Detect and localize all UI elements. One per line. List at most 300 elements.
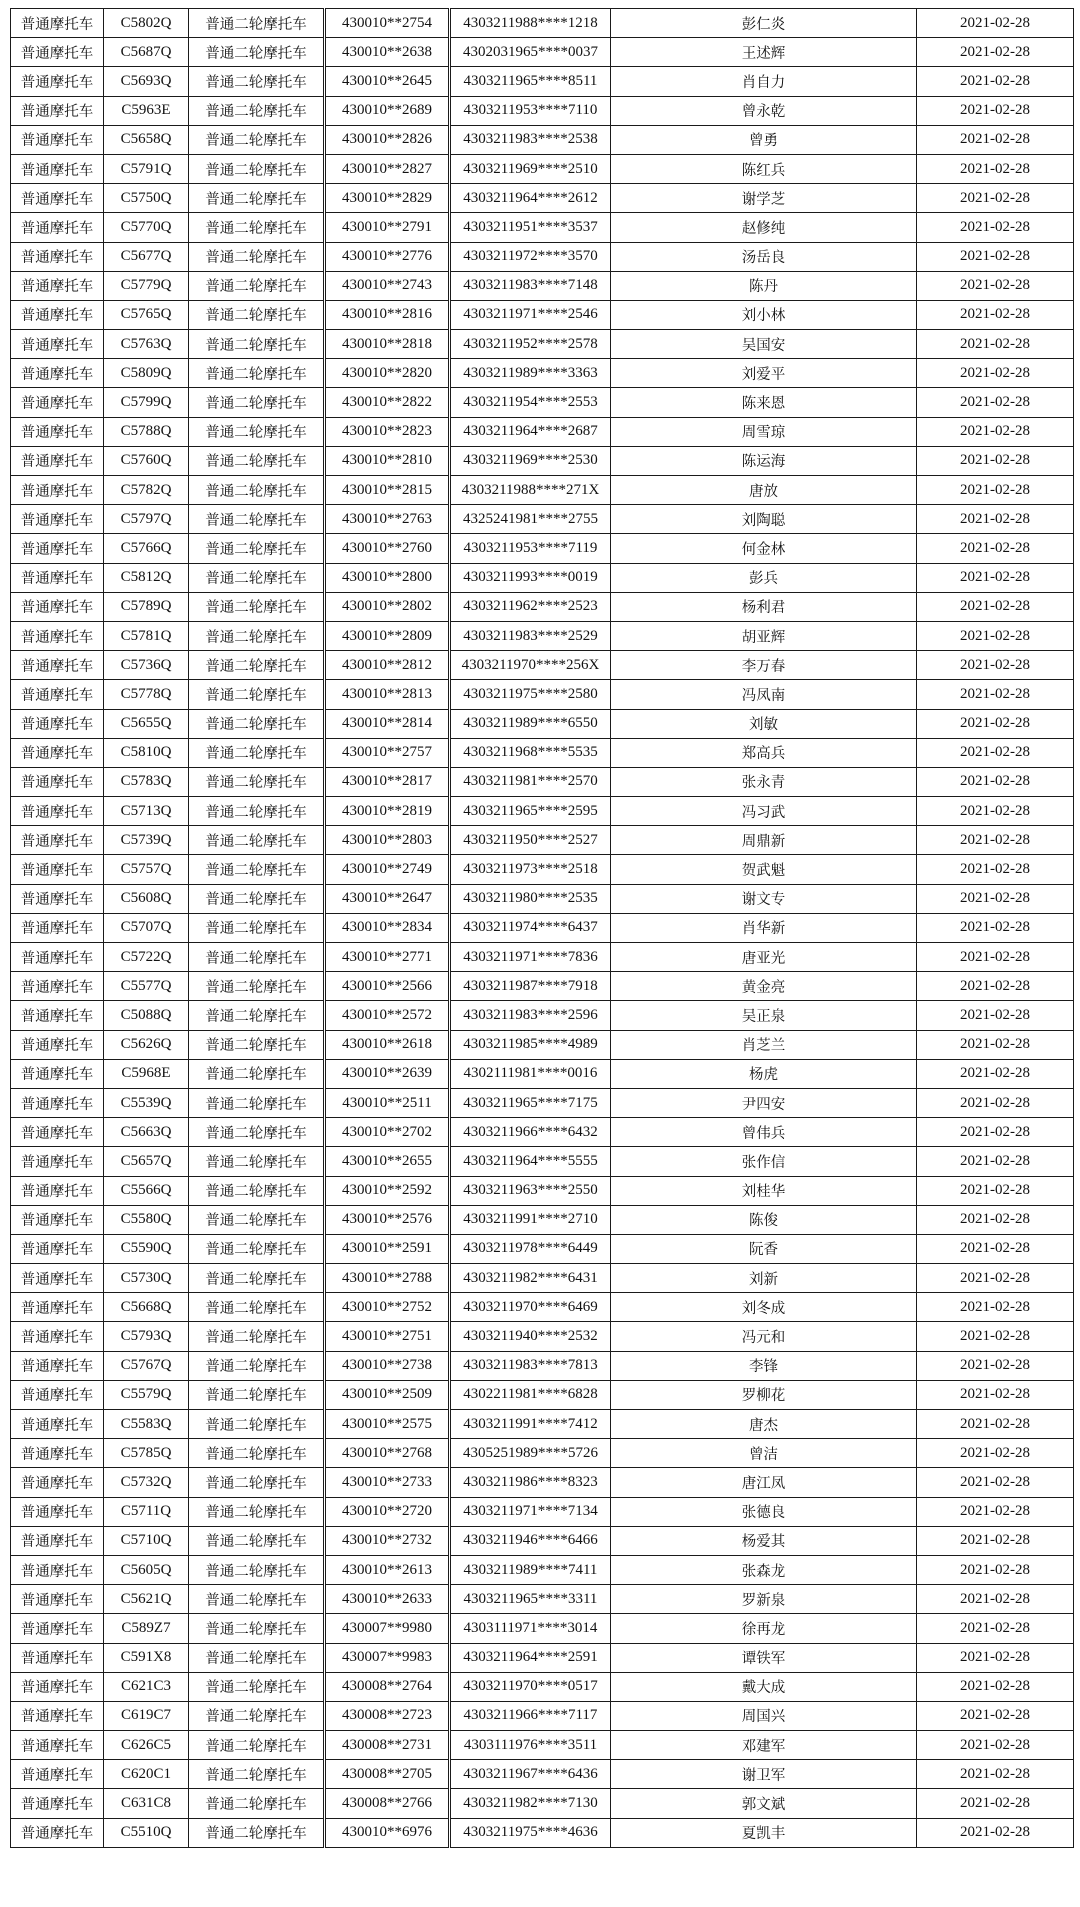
vehicle-class-cell: 普通摩托车 — [11, 300, 104, 329]
vehicle-type-cell: 普通二轮摩托车 — [189, 1701, 325, 1730]
vehicle-type-cell: 普通二轮摩托车 — [189, 680, 325, 709]
table-row — [11, 651, 1074, 680]
vehicle-class-cell: 普通摩托车 — [11, 1205, 104, 1234]
license-number-cell: 430010**2802 — [325, 592, 450, 621]
vehicle-class-cell: 普通摩托车 — [11, 709, 104, 738]
id-number-cell: 4303211983****7148 — [450, 271, 611, 300]
date-cell: 2021-02-28 — [917, 38, 1074, 67]
date-cell: 2021-02-28 — [917, 943, 1074, 972]
date-cell: 2021-02-28 — [917, 1585, 1074, 1614]
vehicle-type-cell: 普通二轮摩托车 — [189, 1176, 325, 1205]
vehicle-type-cell: 普通二轮摩托车 — [189, 592, 325, 621]
date-cell: 2021-02-28 — [917, 1351, 1074, 1380]
owner-name-cell: 罗柳花 — [611, 1380, 917, 1409]
table-row — [11, 1760, 1074, 1789]
owner-name-cell: 杨爱其 — [611, 1526, 917, 1555]
vehicle-class-cell: 普通摩托车 — [11, 1088, 104, 1117]
owner-name-cell: 唐江凤 — [611, 1468, 917, 1497]
date-cell: 2021-02-28 — [917, 125, 1074, 154]
date-cell: 2021-02-28 — [917, 1205, 1074, 1234]
id-number-cell: 4303211970****6469 — [450, 1293, 611, 1322]
plate-number-cell: C5968E — [104, 1059, 189, 1088]
table-row — [11, 1585, 1074, 1614]
plate-number-cell: C5566Q — [104, 1176, 189, 1205]
table-row — [11, 1264, 1074, 1293]
date-cell: 2021-02-28 — [917, 592, 1074, 621]
id-number-cell: 4303211964****2687 — [450, 417, 611, 446]
vehicle-class-cell: 普通摩托车 — [11, 359, 104, 388]
vehicle-class-cell: 普通摩托车 — [11, 1410, 104, 1439]
vehicle-type-cell: 普通二轮摩托车 — [189, 446, 325, 475]
vehicle-type-cell: 普通二轮摩托车 — [189, 125, 325, 154]
id-number-cell: 4303211968****5535 — [450, 738, 611, 767]
date-cell: 2021-02-28 — [917, 417, 1074, 446]
plate-number-cell: C589Z7 — [104, 1614, 189, 1643]
plate-number-cell: C5730Q — [104, 1264, 189, 1293]
vehicle-class-cell: 普通摩托车 — [11, 592, 104, 621]
plate-number-cell: C5778Q — [104, 680, 189, 709]
owner-name-cell: 刘桂华 — [611, 1176, 917, 1205]
vehicle-class-cell: 普通摩托车 — [11, 884, 104, 913]
vehicle-type-cell: 普通二轮摩托车 — [189, 1439, 325, 1468]
vehicle-class-cell: 普通摩托车 — [11, 388, 104, 417]
id-number-cell: 4303211969****2530 — [450, 446, 611, 475]
plate-number-cell: C5763Q — [104, 330, 189, 359]
plate-number-cell: C5577Q — [104, 972, 189, 1001]
date-cell: 2021-02-28 — [917, 1264, 1074, 1293]
date-cell: 2021-02-28 — [917, 67, 1074, 96]
date-cell: 2021-02-28 — [917, 797, 1074, 826]
plate-number-cell: C5677Q — [104, 242, 189, 271]
license-number-cell: 430010**2749 — [325, 855, 450, 884]
plate-number-cell: C5781Q — [104, 621, 189, 650]
table-row — [11, 1526, 1074, 1555]
date-cell: 2021-02-28 — [917, 1030, 1074, 1059]
plate-number-cell: C5621Q — [104, 1585, 189, 1614]
owner-name-cell: 陈运海 — [611, 446, 917, 475]
owner-name-cell: 吴正泉 — [611, 1001, 917, 1030]
id-number-cell: 4303211988****1218 — [450, 9, 611, 38]
date-cell: 2021-02-28 — [917, 154, 1074, 183]
vehicle-class-cell: 普通摩托车 — [11, 1264, 104, 1293]
date-cell: 2021-02-28 — [917, 563, 1074, 592]
id-number-cell: 4303211964****2591 — [450, 1643, 611, 1672]
vehicle-class-cell: 普通摩托车 — [11, 1731, 104, 1760]
vehicle-class-cell: 普通摩托车 — [11, 1497, 104, 1526]
plate-number-cell: C5789Q — [104, 592, 189, 621]
plate-number-cell: C591X8 — [104, 1643, 189, 1672]
date-cell: 2021-02-28 — [917, 651, 1074, 680]
vehicle-class-cell: 普通摩托车 — [11, 1030, 104, 1059]
license-number-cell: 430010**2829 — [325, 184, 450, 213]
date-cell: 2021-02-28 — [917, 1643, 1074, 1672]
table-row — [11, 505, 1074, 534]
owner-name-cell: 黄金亮 — [611, 972, 917, 1001]
vehicle-class-cell: 普通摩托车 — [11, 476, 104, 505]
date-cell: 2021-02-28 — [917, 1001, 1074, 1030]
vehicle-type-cell: 普通二轮摩托车 — [189, 9, 325, 38]
plate-number-cell: C5766Q — [104, 534, 189, 563]
owner-name-cell: 邓建军 — [611, 1731, 917, 1760]
plate-number-cell: C5750Q — [104, 184, 189, 213]
table-row — [11, 767, 1074, 796]
date-cell: 2021-02-28 — [917, 1322, 1074, 1351]
owner-name-cell: 肖芝兰 — [611, 1030, 917, 1059]
vehicle-class-cell: 普通摩托车 — [11, 1176, 104, 1205]
vehicle-class-cell: 普通摩托车 — [11, 1672, 104, 1701]
id-number-cell: 4303211965****8511 — [450, 67, 611, 96]
table-row — [11, 884, 1074, 913]
id-number-cell: 4303211982****7130 — [450, 1789, 611, 1818]
table-row — [11, 154, 1074, 183]
owner-name-cell: 刘小林 — [611, 300, 917, 329]
vehicle-class-cell: 普通摩托车 — [11, 1585, 104, 1614]
owner-name-cell: 李万春 — [611, 651, 917, 680]
date-cell: 2021-02-28 — [917, 1059, 1074, 1088]
license-number-cell: 430010**2566 — [325, 972, 450, 1001]
date-cell: 2021-02-28 — [917, 855, 1074, 884]
owner-name-cell: 郭文斌 — [611, 1789, 917, 1818]
date-cell: 2021-02-28 — [917, 1088, 1074, 1117]
vehicle-type-cell: 普通二轮摩托车 — [189, 1205, 325, 1234]
table-row — [11, 1380, 1074, 1409]
vehicle-class-cell: 普通摩托车 — [11, 1555, 104, 1584]
table-row — [11, 242, 1074, 271]
plate-number-cell: C5765Q — [104, 300, 189, 329]
plate-number-cell: C5668Q — [104, 1293, 189, 1322]
vehicle-class-cell: 普通摩托车 — [11, 1760, 104, 1789]
plate-number-cell: C631C8 — [104, 1789, 189, 1818]
vehicle-type-cell: 普通二轮摩托车 — [189, 1672, 325, 1701]
license-number-cell: 430010**2791 — [325, 213, 450, 242]
license-number-cell: 430010**2763 — [325, 505, 450, 534]
table-row — [11, 1118, 1074, 1147]
id-number-cell: 4302031965****0037 — [450, 38, 611, 67]
owner-name-cell: 肖自力 — [611, 67, 917, 96]
date-cell: 2021-02-28 — [917, 1526, 1074, 1555]
vehicle-type-cell: 普通二轮摩托车 — [189, 1351, 325, 1380]
id-number-cell: 4303211966****7117 — [450, 1701, 611, 1730]
vehicle-type-cell: 普通二轮摩托车 — [189, 213, 325, 242]
id-number-cell: 4303211963****2550 — [450, 1176, 611, 1205]
vehicle-type-cell: 普通二轮摩托车 — [189, 1760, 325, 1789]
id-number-cell: 4303211965****7175 — [450, 1088, 611, 1117]
table-row — [11, 1818, 1074, 1847]
vehicle-class-cell: 普通摩托车 — [11, 621, 104, 650]
vehicle-type-cell: 普通二轮摩托车 — [189, 1380, 325, 1409]
table-row — [11, 1555, 1074, 1584]
vehicle-type-cell: 普通二轮摩托车 — [189, 242, 325, 271]
owner-name-cell: 刘新 — [611, 1264, 917, 1293]
vehicle-type-cell: 普通二轮摩托车 — [189, 1468, 325, 1497]
plate-number-cell: C5608Q — [104, 884, 189, 913]
vehicle-type-cell: 普通二轮摩托车 — [189, 913, 325, 942]
owner-name-cell: 彭兵 — [611, 563, 917, 592]
vehicle-type-cell: 普通二轮摩托车 — [189, 738, 325, 767]
vehicle-type-cell: 普通二轮摩托车 — [189, 388, 325, 417]
plate-number-cell: C5782Q — [104, 476, 189, 505]
id-number-cell: 4303111971****3014 — [450, 1614, 611, 1643]
id-number-cell: 4303211962****2523 — [450, 592, 611, 621]
license-number-cell: 430010**2613 — [325, 1555, 450, 1584]
id-number-cell: 4303211991****2710 — [450, 1205, 611, 1234]
vehicle-type-cell: 普通二轮摩托车 — [189, 1585, 325, 1614]
vehicle-type-cell: 普通二轮摩托车 — [189, 943, 325, 972]
license-number-cell: 430010**2576 — [325, 1205, 450, 1234]
license-number-cell: 430010**2819 — [325, 797, 450, 826]
owner-name-cell: 张森龙 — [611, 1555, 917, 1584]
plate-number-cell: C5791Q — [104, 154, 189, 183]
license-number-cell: 430008**2766 — [325, 1789, 450, 1818]
table-row — [11, 446, 1074, 475]
license-number-cell: 430010**2720 — [325, 1497, 450, 1526]
plate-number-cell: C5663Q — [104, 1118, 189, 1147]
date-cell: 2021-02-28 — [917, 1176, 1074, 1205]
vehicle-class-cell: 普通摩托车 — [11, 1701, 104, 1730]
license-number-cell: 430010**2638 — [325, 38, 450, 67]
date-cell: 2021-02-28 — [917, 476, 1074, 505]
license-number-cell: 430008**2731 — [325, 1731, 450, 1760]
vehicle-class-cell: 普通摩托车 — [11, 826, 104, 855]
vehicle-class-cell: 普通摩托车 — [11, 1147, 104, 1176]
owner-name-cell: 周鼎新 — [611, 826, 917, 855]
date-cell: 2021-02-28 — [917, 1234, 1074, 1263]
plate-number-cell: C5810Q — [104, 738, 189, 767]
plate-number-cell: C5539Q — [104, 1088, 189, 1117]
license-number-cell: 430007**9983 — [325, 1643, 450, 1672]
vehicle-type-cell: 普通二轮摩托车 — [189, 1322, 325, 1351]
table-row — [11, 184, 1074, 213]
id-number-cell: 4303211983****7813 — [450, 1351, 611, 1380]
vehicle-class-cell: 普通摩托车 — [11, 1380, 104, 1409]
license-number-cell: 430010**2815 — [325, 476, 450, 505]
table-row — [11, 1643, 1074, 1672]
owner-name-cell: 唐亚光 — [611, 943, 917, 972]
owner-name-cell: 徐再龙 — [611, 1614, 917, 1643]
vehicle-class-cell: 普通摩托车 — [11, 855, 104, 884]
id-number-cell: 4302211981****6828 — [450, 1380, 611, 1409]
date-cell: 2021-02-28 — [917, 1614, 1074, 1643]
plate-number-cell: C5770Q — [104, 213, 189, 242]
table-row — [11, 1701, 1074, 1730]
table-row — [11, 1030, 1074, 1059]
id-number-cell: 4303211971****7836 — [450, 943, 611, 972]
table-row — [11, 9, 1074, 38]
license-number-cell: 430010**2803 — [325, 826, 450, 855]
license-number-cell: 430010**2591 — [325, 1234, 450, 1263]
table-row — [11, 1439, 1074, 1468]
vehicle-type-cell: 普通二轮摩托车 — [189, 1818, 325, 1847]
vehicle-type-cell: 普通二轮摩托车 — [189, 1555, 325, 1584]
vehicle-class-cell: 普通摩托车 — [11, 563, 104, 592]
table-row — [11, 592, 1074, 621]
date-cell: 2021-02-28 — [917, 1497, 1074, 1526]
owner-name-cell: 尹四安 — [611, 1088, 917, 1117]
date-cell: 2021-02-28 — [917, 388, 1074, 417]
date-cell: 2021-02-28 — [917, 621, 1074, 650]
id-number-cell: 4303211983****2538 — [450, 125, 611, 154]
plate-number-cell: C5963E — [104, 96, 189, 125]
vehicle-class-cell: 普通摩托车 — [11, 38, 104, 67]
vehicle-class-cell: 普通摩托车 — [11, 1614, 104, 1643]
id-number-cell: 4303211952****2578 — [450, 330, 611, 359]
owner-name-cell: 曾永乾 — [611, 96, 917, 125]
date-cell: 2021-02-28 — [917, 1672, 1074, 1701]
vehicle-type-cell: 普通二轮摩托车 — [189, 709, 325, 738]
license-number-cell: 430010**2826 — [325, 125, 450, 154]
plate-number-cell: C5088Q — [104, 1001, 189, 1030]
id-number-cell: 4303211953****7110 — [450, 96, 611, 125]
table-row — [11, 1410, 1074, 1439]
owner-name-cell: 谢学芝 — [611, 184, 917, 213]
vehicle-class-cell: 普通摩托车 — [11, 1001, 104, 1030]
date-cell: 2021-02-28 — [917, 1293, 1074, 1322]
table-row — [11, 1614, 1074, 1643]
vehicle-class-cell: 普通摩托车 — [11, 184, 104, 213]
license-number-cell: 430010**2771 — [325, 943, 450, 972]
vehicle-class-cell: 普通摩托车 — [11, 271, 104, 300]
table-row — [11, 330, 1074, 359]
owner-name-cell: 唐杰 — [611, 1410, 917, 1439]
id-number-cell: 4303211974****6437 — [450, 913, 611, 942]
table-row — [11, 534, 1074, 563]
id-number-cell: 4303211982****6431 — [450, 1264, 611, 1293]
license-number-cell: 430010**2820 — [325, 359, 450, 388]
owner-name-cell: 谭铁军 — [611, 1643, 917, 1672]
plate-number-cell: C5785Q — [104, 1439, 189, 1468]
plate-number-cell: C5793Q — [104, 1322, 189, 1351]
plate-number-cell: C5693Q — [104, 67, 189, 96]
plate-number-cell: C621C3 — [104, 1672, 189, 1701]
table-row — [11, 67, 1074, 96]
license-number-cell: 430010**2738 — [325, 1351, 450, 1380]
license-number-cell: 430010**2575 — [325, 1410, 450, 1439]
table-row — [11, 709, 1074, 738]
license-number-cell: 430010**2639 — [325, 1059, 450, 1088]
license-number-cell: 430010**2743 — [325, 271, 450, 300]
vehicle-type-cell: 普通二轮摩托车 — [189, 767, 325, 796]
vehicle-class-cell: 普通摩托车 — [11, 1234, 104, 1263]
table-row — [11, 1234, 1074, 1263]
table-row — [11, 855, 1074, 884]
vehicle-class-cell: 普通摩托车 — [11, 9, 104, 38]
owner-name-cell: 刘爱平 — [611, 359, 917, 388]
vehicle-type-cell: 普通二轮摩托车 — [189, 1410, 325, 1439]
owner-name-cell: 彭仁炎 — [611, 9, 917, 38]
vehicle-class-cell: 普通摩托车 — [11, 534, 104, 563]
owner-name-cell: 陈丹 — [611, 271, 917, 300]
date-cell: 2021-02-28 — [917, 767, 1074, 796]
table-row — [11, 913, 1074, 942]
vehicle-type-cell: 普通二轮摩托车 — [189, 1088, 325, 1117]
license-number-cell: 430010**2689 — [325, 96, 450, 125]
id-number-cell: 4303211954****2553 — [450, 388, 611, 417]
table-row — [11, 1088, 1074, 1117]
table-row — [11, 300, 1074, 329]
owner-name-cell: 谢文专 — [611, 884, 917, 913]
table-row — [11, 1001, 1074, 1030]
license-number-cell: 430010**2751 — [325, 1322, 450, 1351]
vehicle-class-cell: 普通摩托车 — [11, 1643, 104, 1672]
vehicle-class-cell: 普通摩托车 — [11, 943, 104, 972]
owner-name-cell: 吴国安 — [611, 330, 917, 359]
date-cell: 2021-02-28 — [917, 242, 1074, 271]
id-number-cell: 4302111981****0016 — [450, 1059, 611, 1088]
id-number-cell: 4303211987****7918 — [450, 972, 611, 1001]
vehicle-type-cell: 普通二轮摩托车 — [189, 1293, 325, 1322]
license-number-cell: 430010**2776 — [325, 242, 450, 271]
vehicle-class-cell: 普通摩托车 — [11, 1468, 104, 1497]
date-cell: 2021-02-28 — [917, 1789, 1074, 1818]
date-cell: 2021-02-28 — [917, 96, 1074, 125]
license-number-cell: 430010**2754 — [325, 9, 450, 38]
license-number-cell: 430010**2733 — [325, 1468, 450, 1497]
vehicle-class-cell: 普通摩托车 — [11, 242, 104, 271]
id-number-cell: 4303211989****3363 — [450, 359, 611, 388]
license-number-cell: 430010**2823 — [325, 417, 450, 446]
license-number-cell: 430010**2809 — [325, 621, 450, 650]
owner-name-cell: 肖华新 — [611, 913, 917, 942]
table-row — [11, 797, 1074, 826]
plate-number-cell: C626C5 — [104, 1731, 189, 1760]
license-number-cell: 430010**2572 — [325, 1001, 450, 1030]
table-row — [11, 1731, 1074, 1760]
date-cell: 2021-02-28 — [917, 1760, 1074, 1789]
owner-name-cell: 曾勇 — [611, 125, 917, 154]
vehicle-class-cell: 普通摩托车 — [11, 1059, 104, 1088]
id-number-cell: 4303211966****6432 — [450, 1118, 611, 1147]
vehicle-type-cell: 普通二轮摩托车 — [189, 1643, 325, 1672]
vehicle-type-cell: 普通二轮摩托车 — [189, 1526, 325, 1555]
date-cell: 2021-02-28 — [917, 9, 1074, 38]
table-row — [11, 1351, 1074, 1380]
license-number-cell: 430010**2812 — [325, 651, 450, 680]
date-cell: 2021-02-28 — [917, 709, 1074, 738]
id-number-cell: 4325241981****2755 — [450, 505, 611, 534]
vehicle-class-cell: 普通摩托车 — [11, 797, 104, 826]
vehicle-type-cell: 普通二轮摩托车 — [189, 476, 325, 505]
date-cell: 2021-02-28 — [917, 213, 1074, 242]
owner-name-cell: 何金林 — [611, 534, 917, 563]
vehicle-type-cell: 普通二轮摩托车 — [189, 154, 325, 183]
owner-name-cell: 张作信 — [611, 1147, 917, 1176]
id-number-cell: 4303111976****3511 — [450, 1731, 611, 1760]
vehicle-class-cell: 普通摩托车 — [11, 154, 104, 183]
vehicle-class-cell: 普通摩托车 — [11, 446, 104, 475]
id-number-cell: 4303211993****0019 — [450, 563, 611, 592]
license-number-cell: 430010**2816 — [325, 300, 450, 329]
plate-number-cell: C620C1 — [104, 1760, 189, 1789]
table-row — [11, 271, 1074, 300]
table-row — [11, 96, 1074, 125]
date-cell: 2021-02-28 — [917, 300, 1074, 329]
vehicle-class-cell: 普通摩托车 — [11, 1322, 104, 1351]
owner-name-cell: 夏凯丰 — [611, 1818, 917, 1847]
vehicle-type-cell: 普通二轮摩托车 — [189, 534, 325, 563]
plate-number-cell: C5707Q — [104, 913, 189, 942]
id-number-cell: 4303211950****2527 — [450, 826, 611, 855]
plate-number-cell: C5739Q — [104, 826, 189, 855]
id-number-cell: 4303211964****5555 — [450, 1147, 611, 1176]
license-number-cell: 430010**2788 — [325, 1264, 450, 1293]
id-number-cell: 4303211980****2535 — [450, 884, 611, 913]
vehicle-type-cell: 普通二轮摩托车 — [189, 1497, 325, 1526]
id-number-cell: 4305251989****5726 — [450, 1439, 611, 1468]
date-cell: 2021-02-28 — [917, 1468, 1074, 1497]
id-number-cell: 4303211991****7412 — [450, 1410, 611, 1439]
license-number-cell: 430010**2757 — [325, 738, 450, 767]
vehicle-class-cell: 普通摩托车 — [11, 505, 104, 534]
